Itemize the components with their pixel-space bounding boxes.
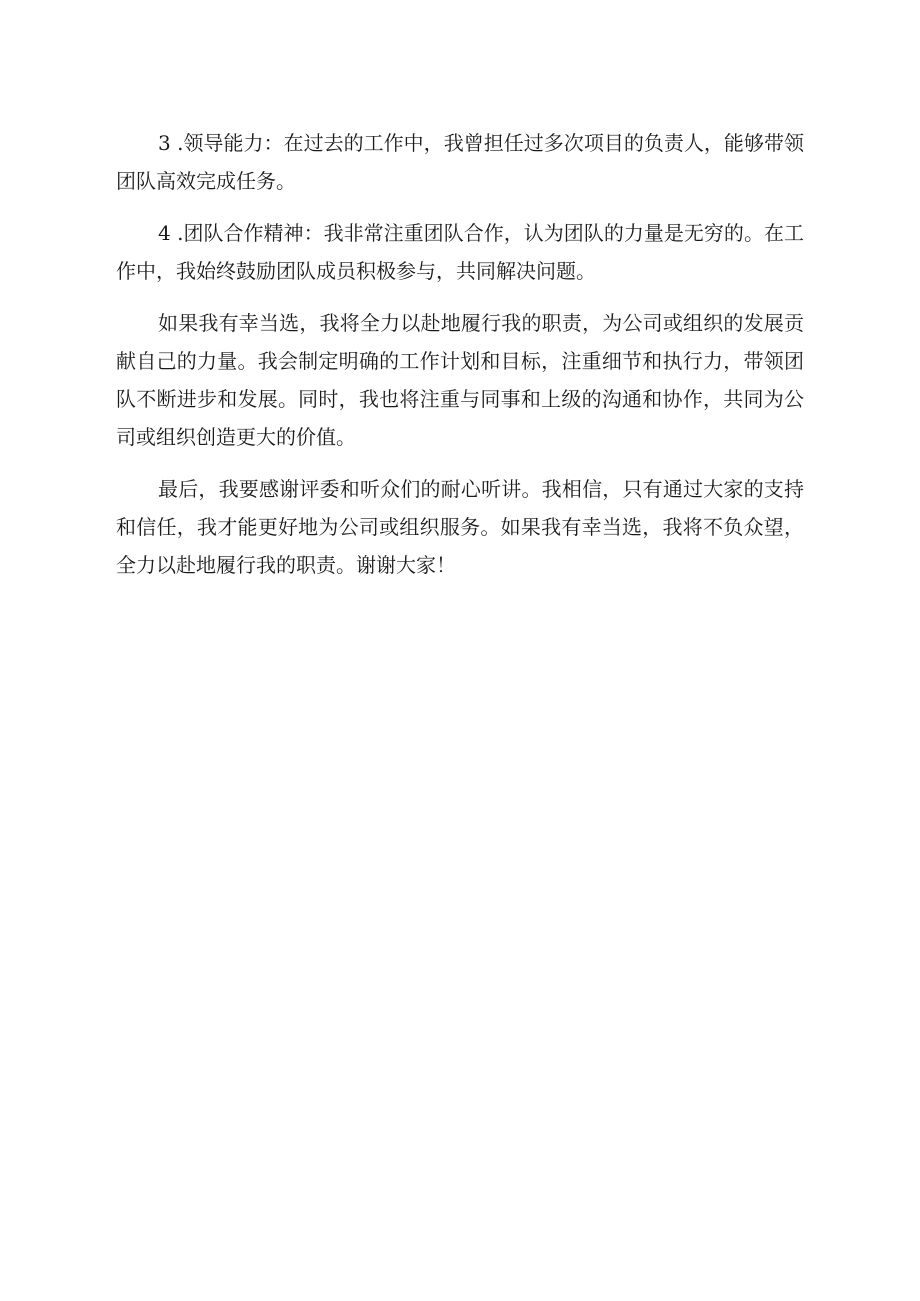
paragraph-commitment: 如果我有幸当选，我将全力以赴地履行我的职责，为公司或组织的发展贡献自己的力量。我会制定明确的工作计划和目标，注重细节和执行力，带领团队不断进步和发展。同时，我也将注重与同事和上级的沟通和协作，共同为公司或组织创造更大的价值。	[116, 311, 804, 449]
paragraph-teamwork: 4 .团队合作精神：我非常注重团队合作，认为团队的力量是无穷的。在工作中，我始终鼓励团队成员积极参与，共同解决问题。	[116, 221, 804, 283]
paragraph-closing: 最后，我要感谢评委和听众们的耐心听讲。我相信，只有通过大家的支持和信任，我才能更好地为公司或组织服务。如果我有幸当选，我将不负众望，全力以赴地履行我的职责。谢谢大家！	[116, 477, 804, 577]
paragraph-leadership: 3 .领导能力：在过去的工作中，我曾担任过多次项目的负责人，能够带领团队高效完成任务。	[116, 131, 804, 193]
document-body	[116, 124, 804, 598]
